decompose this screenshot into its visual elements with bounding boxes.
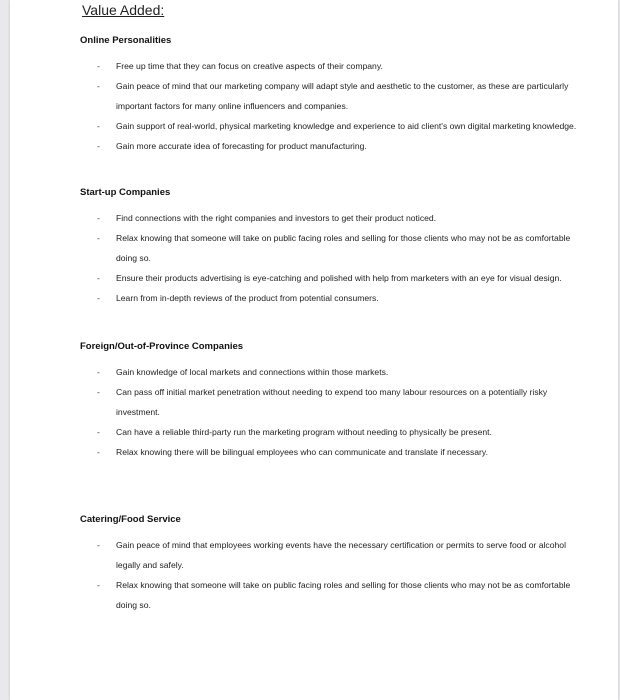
list-item: - Gain peace of mind that employees working events have the necessary certification or permits to serve food or alcohol legally and safely.: [80, 535, 580, 575]
list-item: - Gain peace of mind that our marketing company will adapt style and aesthetic to the customer, as these are particularly important factors for many online influencers and companies.: [80, 76, 580, 116]
list-item: - Relax knowing that someone will take on public facing roles and selling for those clients who may not be as comfortable doing so.: [80, 575, 580, 615]
list-item: - Ensure their products advertising is eye-catching and polished with help from marketers with an eye for visual design.: [80, 268, 580, 288]
section-foreign-companies: [80, 341, 580, 462]
bullet-list: [80, 208, 580, 308]
section-heading: Catering/Food Service: [80, 514, 181, 525]
list-item: - Find connections with the right companies and investors to get their product noticed.: [80, 208, 580, 228]
section-heading: Start-up Companies: [80, 187, 171, 198]
list-item: - Can pass off initial market penetration without needing to expend too many labour resources on a potentially risky investment.: [80, 382, 580, 422]
list-item: - Free up time that they can focus on creative aspects of their company.: [80, 56, 580, 76]
bullet-list: [80, 535, 580, 615]
bullet-list: [80, 56, 580, 156]
list-item: - Gain more accurate idea of forecasting for product manufacturing.: [80, 136, 580, 156]
list-item: - Relax knowing there will be bilingual employees who can communicate and translate if necessary.: [80, 442, 580, 462]
section-heading: Foreign/Out-of-Province Companies: [80, 341, 244, 352]
list-item: - Relax knowing that someone will take on public facing roles and selling for those clients who may not be as comfortable doing so.: [80, 228, 580, 268]
document-title: Value Added:: [82, 2, 165, 18]
document-page: [10, 0, 618, 700]
section-start-up-companies: [80, 187, 580, 308]
bullet-list: [80, 362, 580, 462]
list-item: - Can have a reliable third-party run the marketing program without needing to physically be present.: [80, 422, 580, 442]
section-catering-food-service: [80, 514, 580, 615]
list-item: - Gain support of real-world, physical marketing knowledge and experience to aid client's own digital marketing knowledge.: [80, 116, 580, 136]
list-item: - Learn from in-depth reviews of the product from potential consumers.: [80, 288, 580, 308]
section-online-personalities: [80, 35, 580, 156]
section-heading: Online Personalities: [80, 35, 172, 46]
list-item: - Gain knowledge of local markets and connections within those markets.: [80, 362, 580, 382]
